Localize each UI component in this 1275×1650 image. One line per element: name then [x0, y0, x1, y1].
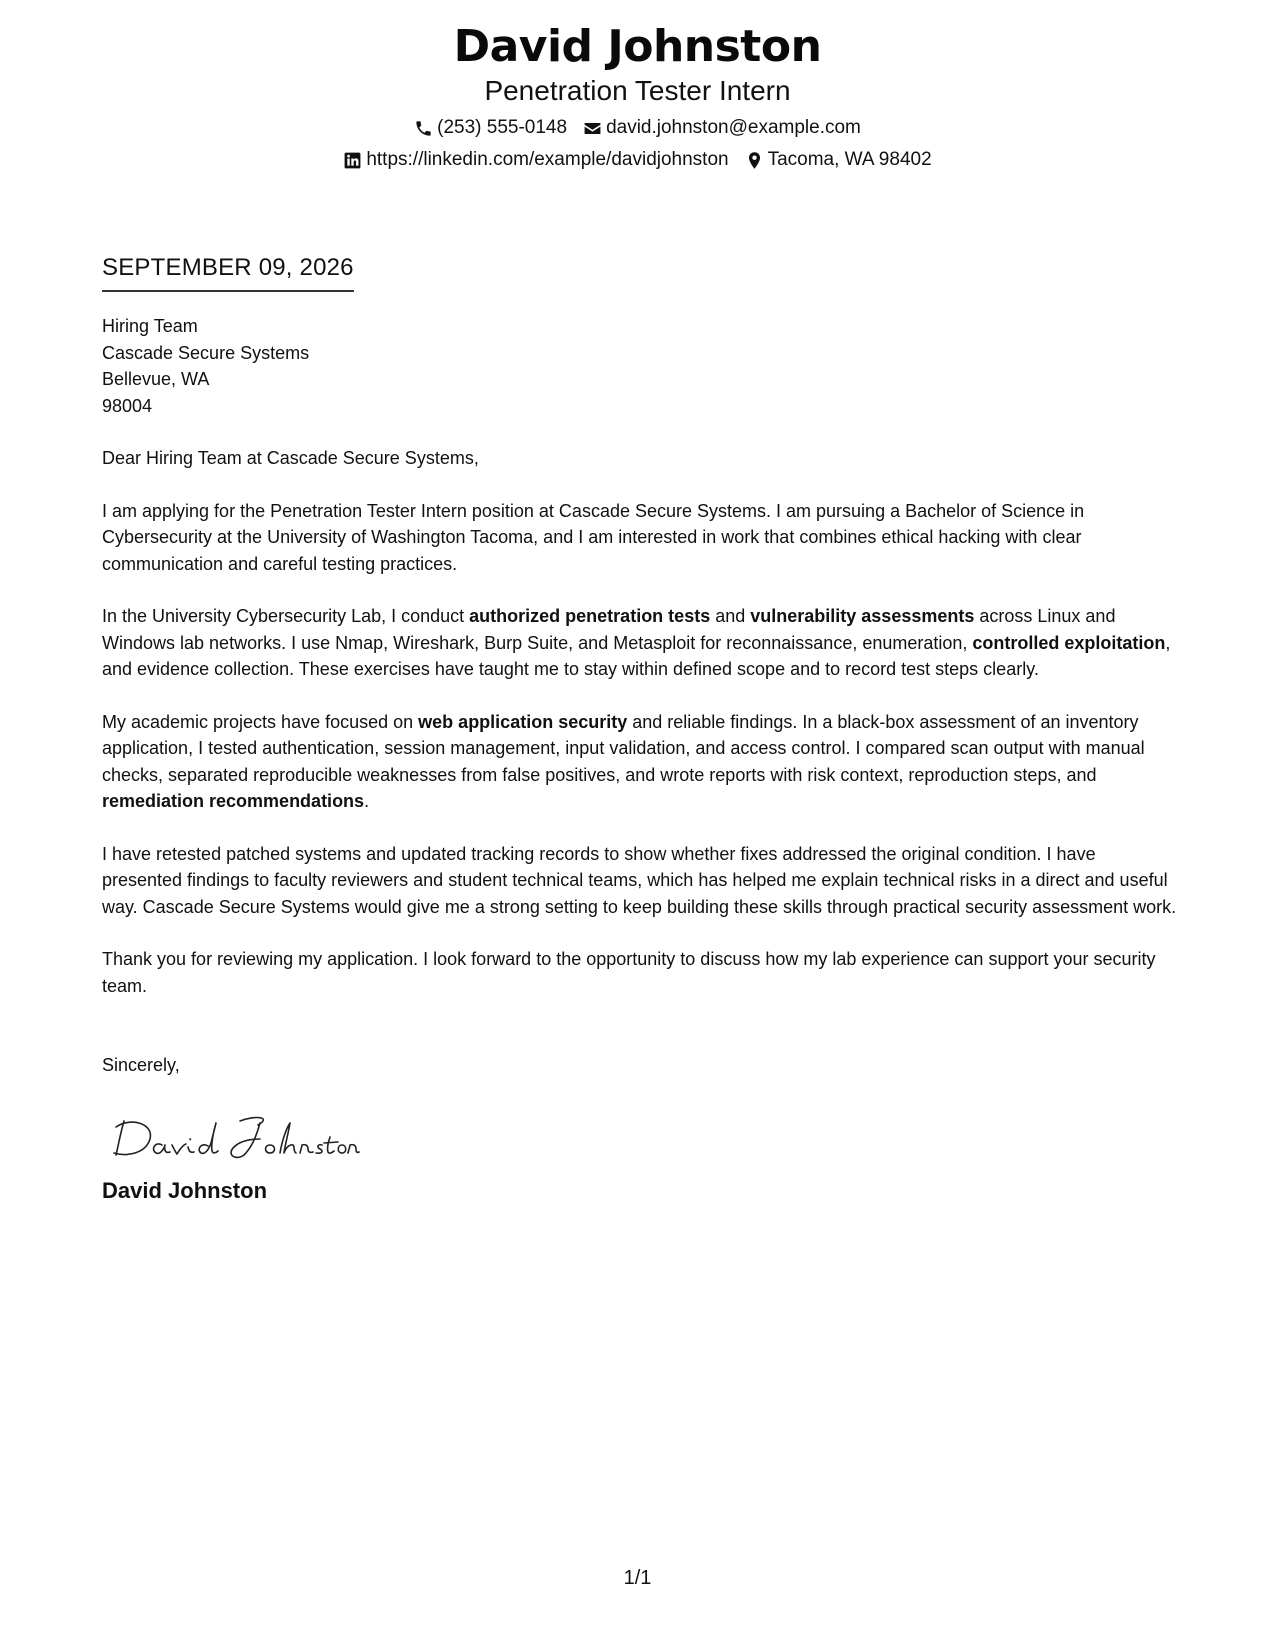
- paragraph-2-text: In the University Cybersecurity Lab, I conduct: [102, 606, 470, 626]
- letter-date: SEPTEMBER 09, 2026: [102, 252, 354, 292]
- letter-body: [102, 313, 1177, 1205]
- paragraph-2-bold: authorized penetration tests: [469, 606, 711, 626]
- paragraph-4: I have retested patched systems and updated tracking records to show whether fixes addressed the original condition. I have presented findings to faculty reviewers and student technical teams, which has helped me explain technical risks in a direct and useful way. Cascade Secure Systems would give me a strong setting to keep building these skills through practical security assessment work.: [102, 843, 1177, 917]
- recipient-line-3: Bellevue, WA: [102, 369, 210, 389]
- contact-line-2: [0, 148, 1275, 172]
- signature-image: [110, 1107, 360, 1163]
- closing: Sincerely,: [102, 1055, 180, 1075]
- paragraph-3-bold: web application security: [418, 711, 628, 732]
- map-pin-icon: [745, 151, 764, 170]
- contact-location: [745, 148, 932, 172]
- signed-name: David Johnston: [102, 1177, 268, 1203]
- recipient-line-2: Cascade Secure Systems: [102, 342, 310, 363]
- paragraph-1: I am applying for the Penetration Tester Intern position at Cascade Secure Systems. I am pursuing a Bachelor of Science in Cybersecurity at the University of Washington Tacoma, and I am interested in work that combines ethical hacking with clear communication and careful testing practices.: [102, 500, 1085, 574]
- paragraph-3-text: .: [364, 791, 370, 811]
- email-text[interactable]: david.johnston@example.com: [606, 117, 861, 138]
- paragraph-5: Thank you for reviewing my application. I look forward to the opportunity to discuss how my lab experience can support your security team.: [102, 949, 1156, 996]
- location-text: Tacoma, WA 98402: [767, 149, 932, 170]
- applicant-title: Penetration Tester Intern: [484, 75, 791, 106]
- linkedin-text[interactable]: https://linkedin.com/example/davidjohnston: [366, 149, 729, 170]
- applicant-name: David Johnston: [453, 21, 822, 72]
- recipient-address: [102, 313, 1177, 419]
- paragraph-2-bold: vulnerability assessments: [750, 606, 975, 626]
- page-number: 1/1: [623, 1567, 652, 1589]
- envelope-icon: [583, 119, 602, 138]
- paragraph-3-bold: remediation recommendations: [102, 791, 365, 811]
- contact-email[interactable]: [583, 116, 861, 140]
- paragraph-2-text: and: [710, 606, 751, 626]
- paragraph-3-text: and reliable findings. In a black-box assessment of an inventory application, I tested authentication, session management, input validation, and access control. I compared scan output with manual checks, separated reproducible weaknesses from false positives, and wrote reports with risk context, reproduction steps, and: [102, 711, 1145, 785]
- letter-header: [0, 20, 1275, 172]
- paragraph-3-text: My academic projects have focused on: [102, 711, 419, 732]
- recipient-line-4: 98004: [102, 395, 153, 416]
- paragraph-2-text: , and evidence collection. These exercises have taught me to stay within defined scope and to record test steps clearly.: [102, 632, 1171, 679]
- paragraph-2-bold: controlled exploitation: [972, 632, 1166, 653]
- salutation: Dear Hiring Team at Cascade Secure Systems,: [102, 448, 479, 468]
- recipient-line-1: Hiring Team: [102, 316, 198, 336]
- paragraph-2-text: across Linux and Windows lab networks. I use Nmap, Wireshark, Burp Suite, and Metasploit for reconnaissance, enumeration,: [102, 606, 1116, 653]
- paragraph-3: [102, 709, 1177, 815]
- linkedin-icon: [343, 151, 362, 170]
- letter-date-block: [102, 252, 354, 292]
- contact-line-1: [0, 116, 1275, 140]
- phone-icon: [414, 119, 433, 138]
- phone-text: (253) 555-0148: [437, 117, 568, 138]
- paragraph-2: [102, 603, 1177, 683]
- signature: [110, 1107, 360, 1163]
- contact-linkedin[interactable]: [343, 148, 728, 172]
- contact-phone: [414, 116, 567, 140]
